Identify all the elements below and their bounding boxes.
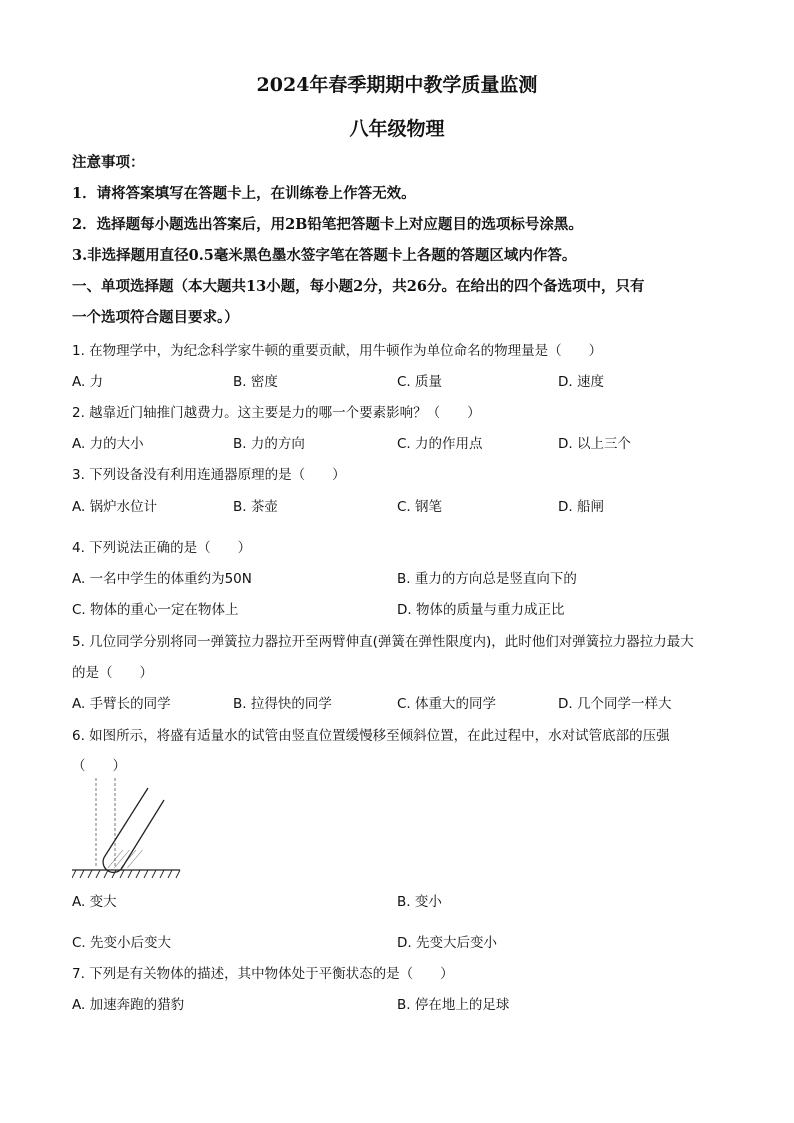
q5-option-d: D. 几个同学一样大 xyxy=(558,696,672,712)
section-heading: 一、单项选择题（本大题共13小题，每小题2分，共26分。在给出的四个备选项中，只有 xyxy=(72,278,645,295)
q2-option-c: C. 力的作用点 xyxy=(397,436,483,452)
question-6-stem-cont: （ ） xyxy=(72,758,126,774)
q6-option-b: B. 变小 xyxy=(397,894,442,910)
q5-option-b: B. 拉得快的同学 xyxy=(233,696,332,712)
note-item-1: 1．请将答案填写在答题卡上，在训练卷上作答无效。 xyxy=(72,185,416,202)
section-heading-cont: 一个选项符合题目要求。） xyxy=(72,309,239,326)
q1-option-d: D. 速度 xyxy=(558,374,604,390)
q3-option-a: A. 锅炉水位计 xyxy=(72,499,158,515)
q1-option-b: B. 密度 xyxy=(233,374,278,390)
q5-option-c: C. 体重大的同学 xyxy=(397,696,497,712)
q6-option-c: C. 先变小后变大 xyxy=(72,935,172,951)
q2-option-a: A. 力的大小 xyxy=(72,436,144,452)
q7-option-a: A. 加速奔跑的猎豹 xyxy=(72,997,185,1013)
question-5-stem: 5. 几位同学分别将同一弹簧拉力器拉开至两臂伸直(弹簧在弹性限度内)，此时他们对弹簧拉力器拉力最大 xyxy=(72,634,694,650)
q6-option-d: D. 先变大后变小 xyxy=(397,935,497,951)
question-7-stem: 7. 下列是有关物体的描述，其中物体处于平衡状态的是（ ） xyxy=(72,966,454,982)
question-3-stem: 3. 下列设备没有利用连通器原理的是（ ） xyxy=(72,467,346,483)
q7-option-b: B. 停在地上的足球 xyxy=(397,997,510,1013)
q4-option-d: D. 物体的质量与重力成正比 xyxy=(397,602,565,618)
q3-option-b: B. 茶壶 xyxy=(233,499,278,515)
q1-option-c: C. 质量 xyxy=(397,374,443,390)
q2-option-b: B. 力的方向 xyxy=(233,436,305,452)
q1-option-a: A. 力 xyxy=(72,374,104,390)
test-tube-figure xyxy=(72,778,182,886)
q3-option-c: C. 钢笔 xyxy=(397,499,443,515)
question-4-stem: 4. 下列说法正确的是（ ） xyxy=(72,540,252,556)
q4-option-b: B. 重力的方向总是竖直向下的 xyxy=(397,571,577,587)
question-2-stem: 2. 越靠近门轴推门越费力。这主要是力的哪一个要素影响？（ ） xyxy=(72,405,481,421)
exam-subtitle: 八年级物理 xyxy=(349,118,445,140)
ground-hatch xyxy=(72,870,180,878)
question-1-stem: 1. 在物理学中，为纪念科学家牛顿的重要贡献，用牛顿作为单位命名的物理量是（ ） xyxy=(72,343,603,359)
exam-title: 2024年春季期期中教学质量监测 xyxy=(256,74,538,96)
q4-option-a: A. 一名中学生的体重约为50N xyxy=(72,571,252,587)
note-item-2: 2．选择题每小题选出答案后，用2B铅笔把答题卡上对应题目的选项标号涂黑。 xyxy=(72,216,583,233)
q6-option-a: A. 变大 xyxy=(72,894,117,910)
q5-option-a: A. 手臂长的同学 xyxy=(72,696,171,712)
q4-option-c: C. 物体的重心一定在物体上 xyxy=(72,602,239,618)
question-5-stem-cont: 的是（ ） xyxy=(72,665,153,681)
q3-option-d: D. 船闸 xyxy=(558,499,604,515)
question-6-stem: 6. 如图所示，将盛有适量水的试管由竖直位置缓慢移至倾斜位置，在此过程中，水对试管底部的压强 xyxy=(72,728,670,744)
note-item-3: 3.非选择题用直径0.5毫米黑色墨水签字笔在答题卡上各题的答题区域内作答。 xyxy=(72,247,577,264)
notes-heading: 注意事项： xyxy=(72,154,145,171)
q2-option-d: D. 以上三个 xyxy=(558,436,631,452)
